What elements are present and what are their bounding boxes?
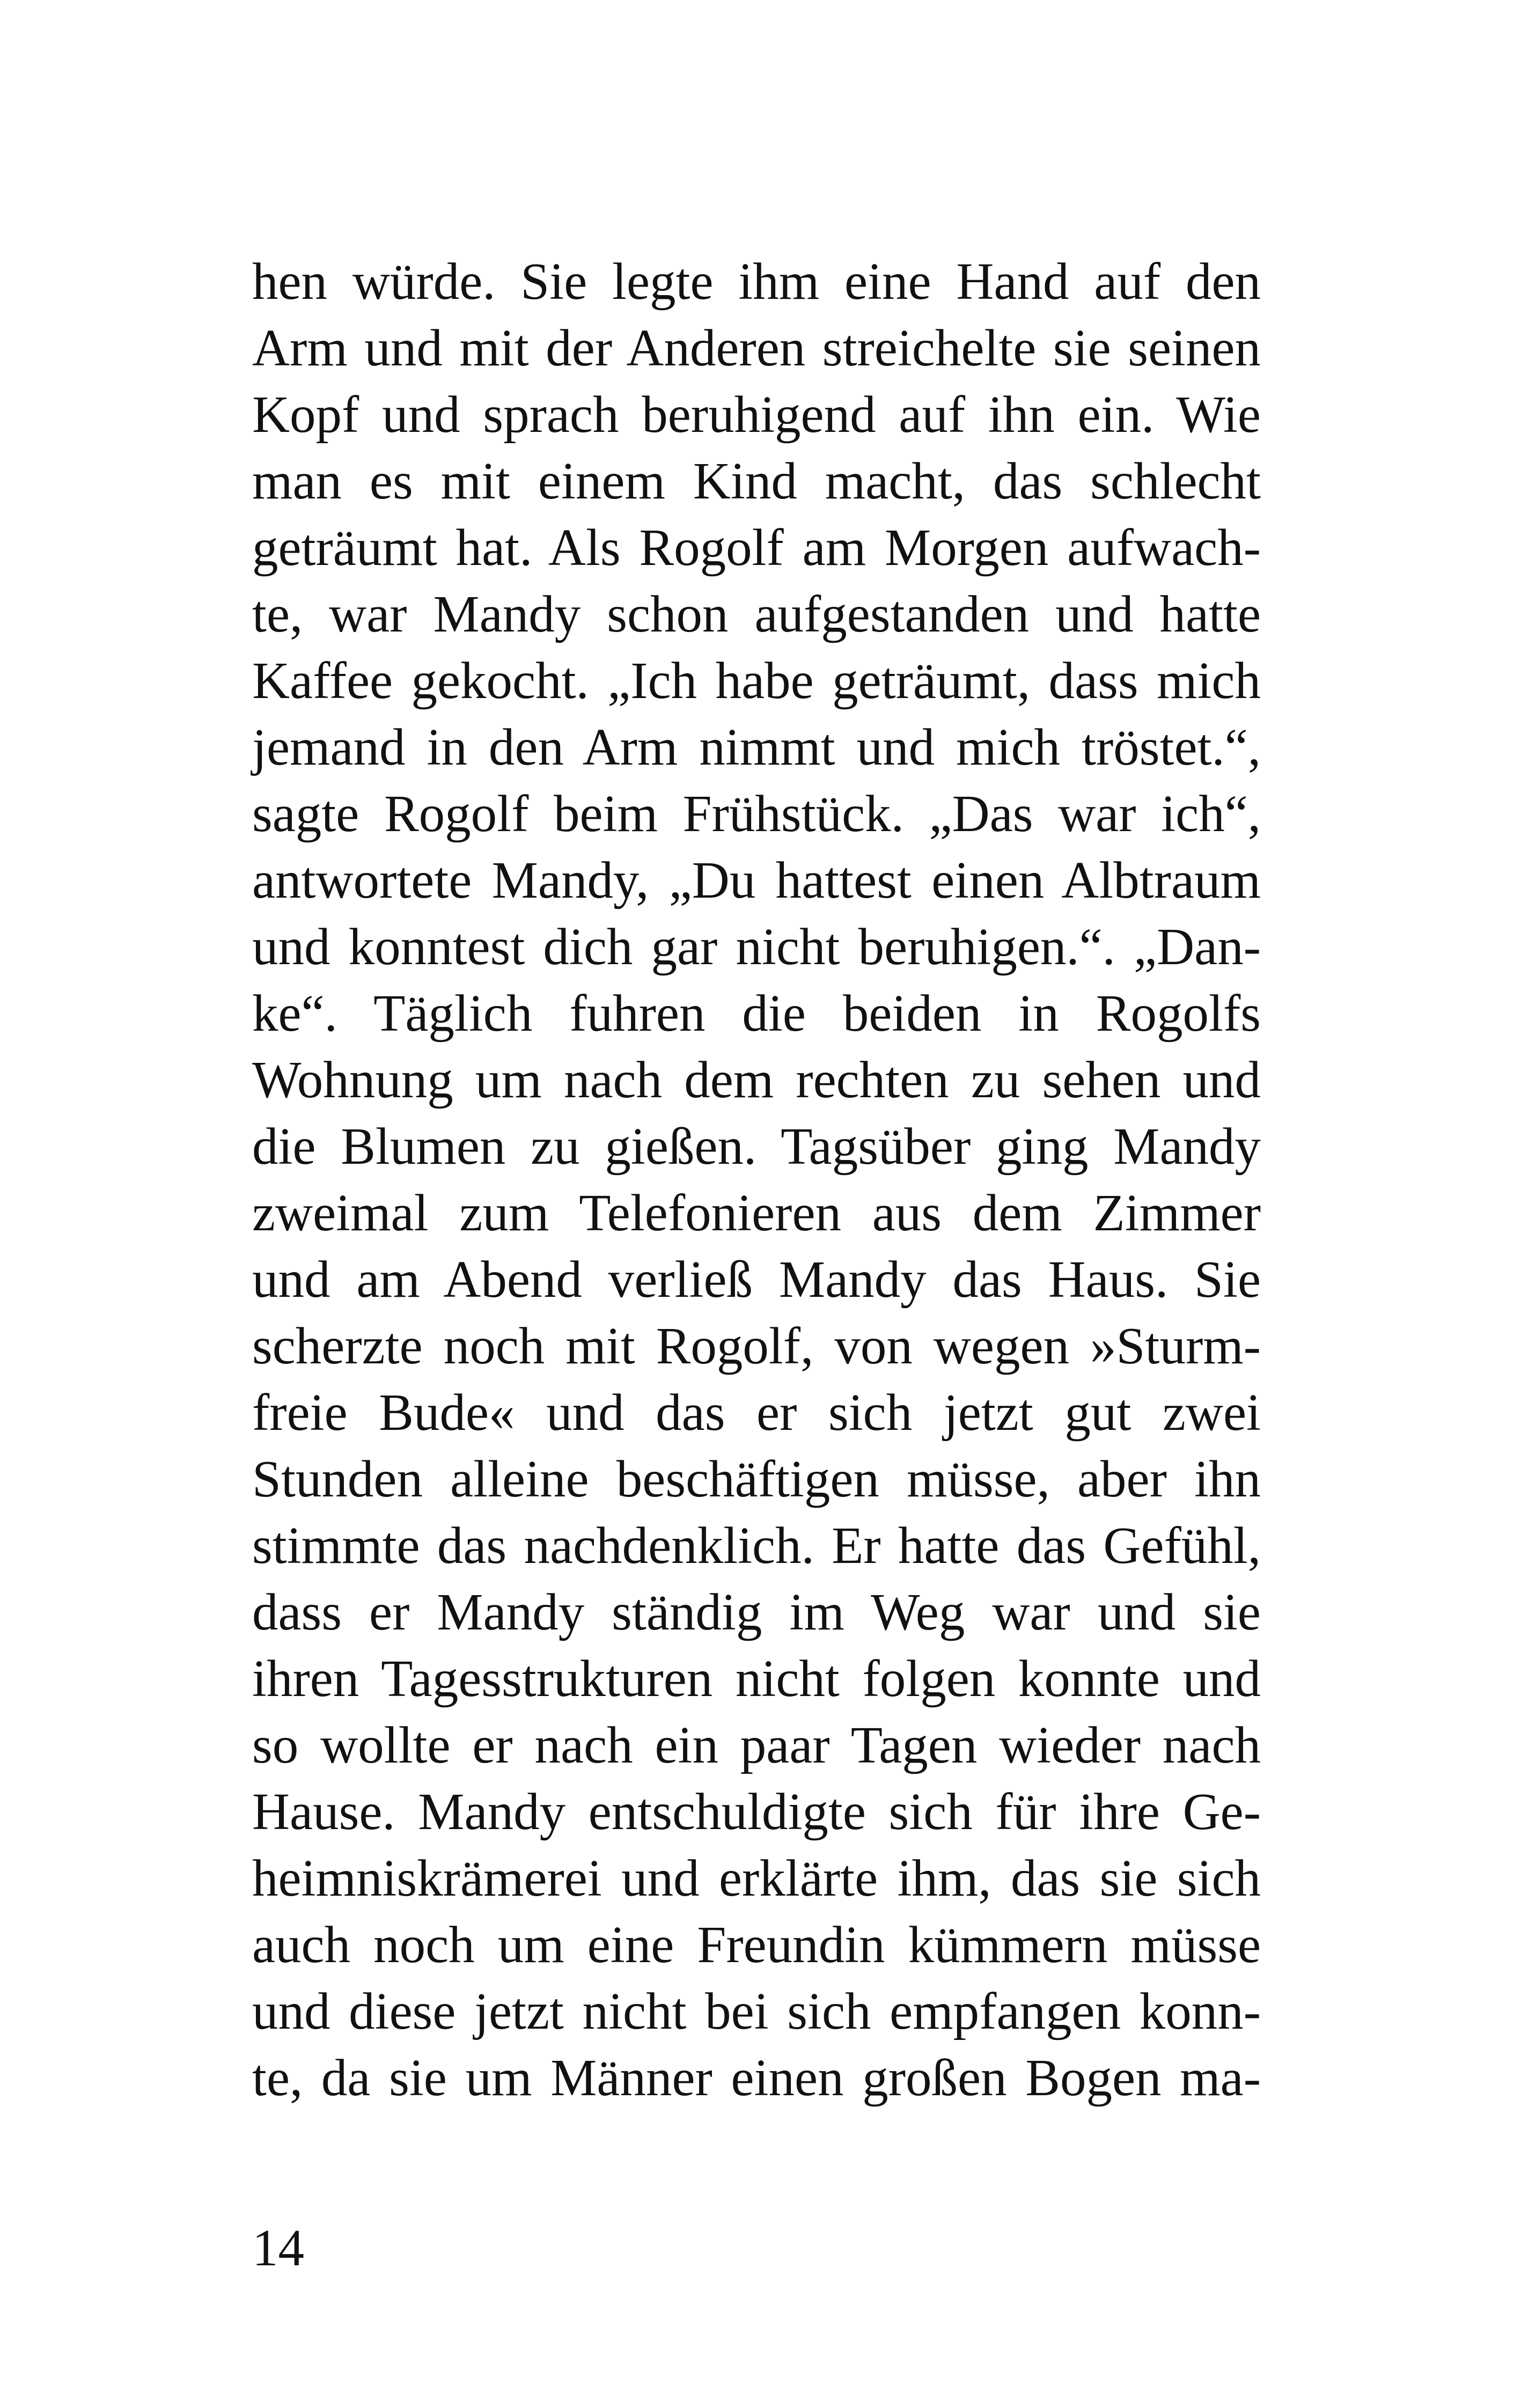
text-line: dass er Mandy ständig im Weg war und sie <box>252 1583 1261 1641</box>
text-line: stimmte das nachdenklich. Er hatte das Gefühl, <box>252 1517 1261 1574</box>
text-line: te, war Mandy schon aufgestanden und hatte <box>252 585 1261 643</box>
text-line: freie Bude« und das er sich jetzt gut zwei <box>252 1384 1261 1441</box>
text-line: Arm und mit der Anderen streichelte sie seinen <box>252 319 1261 377</box>
text-line: die Blumen zu gießen. Tagsüber ging Mandy <box>252 1118 1261 1175</box>
text-line: und konntest dich gar nicht beruhigen.“. „Dan- <box>252 918 1261 975</box>
text-line: te, da sie um Männer einen großen Bogen ma- <box>252 2049 1261 2106</box>
text-line: Hause. Mandy entschuldigte sich für ihre Ge- <box>252 1783 1261 1840</box>
text-line: antwortete Mandy, „Du hattest einen Albtraum <box>252 851 1261 909</box>
text-line: sagte Rogolf beim Frühstück. „Das war ich“, <box>252 785 1261 842</box>
text-line: Stunden alleine beschäftigen müsse, aber ihn <box>252 1450 1261 1508</box>
text-line: zweimal zum Telefonieren aus dem Zimmer <box>252 1184 1261 1242</box>
text-line: Kopf und sprach beruhigend auf ihn ein. Wie <box>252 386 1261 443</box>
text-line: so wollte er nach ein paar Tagen wieder nach <box>252 1716 1261 1774</box>
text-line: auch noch um eine Freundin kümmern müsse <box>252 1916 1261 1973</box>
text-line: scherzte noch mit Rogolf, von wegen »Sturm- <box>252 1317 1261 1375</box>
text-line: ihren Tagesstrukturen nicht folgen konnte und <box>252 1650 1261 1707</box>
text-line: heimniskrämerei und erklärte ihm, das sie sich <box>252 1849 1261 1907</box>
text-line: hen würde. Sie legte ihm eine Hand auf den <box>252 253 1261 310</box>
text-line: ke“. Täglich fuhren die beiden in Rogolfs <box>252 985 1261 1042</box>
text-line: und am Abend verließ Mandy das Haus. Sie <box>252 1251 1261 1308</box>
text-line: und diese jetzt nicht bei sich empfangen konn- <box>252 1983 1261 2040</box>
text-line: Wohnung um nach dem rechten zu sehen und <box>252 1051 1261 1108</box>
text-line: man es mit einem Kind macht, das schlecht <box>252 452 1261 510</box>
text-line: Kaffee gekocht. „Ich habe geträumt, dass mich <box>252 652 1261 709</box>
text-line: jemand in den Arm nimmt und mich tröstet.“, <box>252 718 1261 776</box>
page-number: 14 <box>252 2219 304 2277</box>
body-text <box>252 248 1261 2111</box>
text-line: geträumt hat. Als Rogolf am Morgen aufwach- <box>252 519 1261 576</box>
